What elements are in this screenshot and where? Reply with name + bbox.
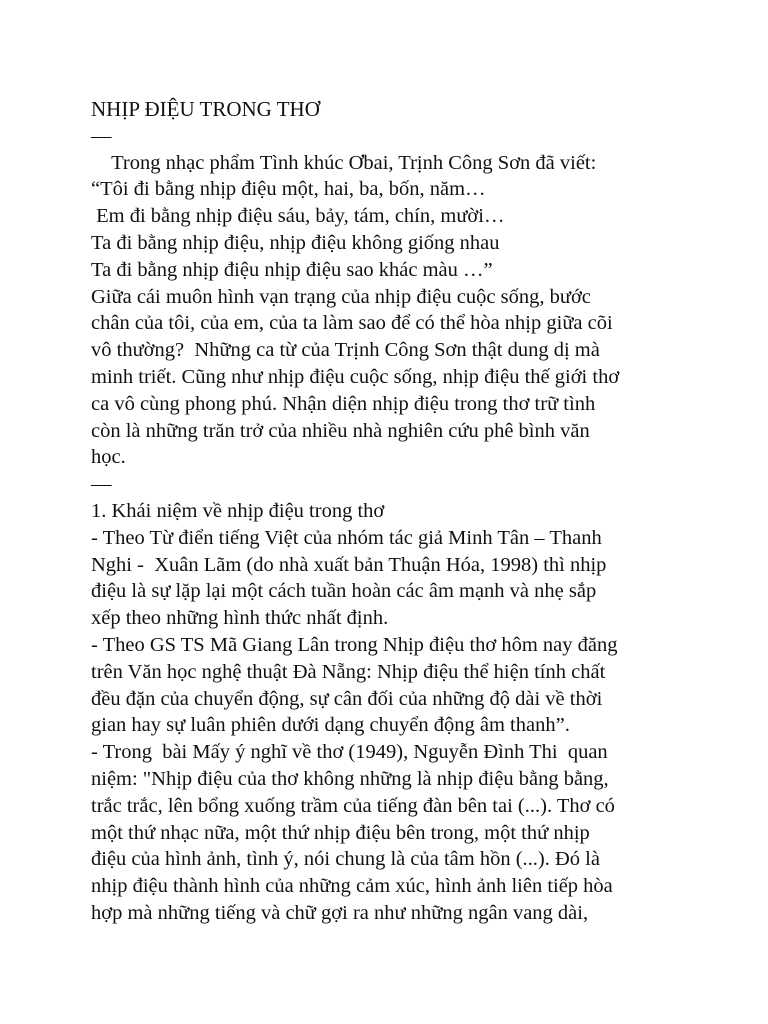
document-title: NHỊP ĐIỆU TRONG THƠ: [91, 97, 320, 121]
text-line-12: còn là những trăn trở của nhiều nhà nghiên cứu phê bình văn: [91, 419, 590, 442]
text-line-2: Trong nhạc phẩm Tình khúc Ơbai, Trịnh Công Sơn đã viết:: [91, 151, 597, 174]
section-heading: 1. Khái niệm về nhịp điệu trong thơ: [91, 499, 385, 522]
text-line-26: trắc trắc, lên bổng xuống trầm của tiếng đàn bên tai (...). Thơ có: [91, 794, 615, 817]
text-line-13: học.: [91, 446, 126, 469]
text-line-8: chân của tôi, của em, của ta làm sao để có thể hòa nhịp giữa cõi: [91, 312, 613, 335]
text-line-25: niệm: "Nhịp điệu của thơ không những là nhịp điệu bằng bằng,: [91, 767, 609, 790]
text-line-30: hợp mà những tiếng và chữ gợi ra như những ngân vang dài,: [91, 901, 589, 924]
text-line-28: điệu của hình ảnh, tình ý, nói chung là của tâm hồn (...). Đó là: [91, 848, 600, 871]
text-line-17: Nghi - Xuân Lãm (do nhà xuất bản Thuận Hóa, 1998) thì nhịp: [91, 553, 607, 576]
text-line-14: —: [91, 473, 112, 496]
document-page: [91, 96, 691, 927]
text-line-24: - Trong bài Mấy ý nghĩ về thơ (1949), Nguyễn Đình Thi quan: [91, 741, 608, 764]
text-line-19: xếp theo những hình thức nhất định.: [91, 607, 389, 630]
text-line-27: một thứ nhạc nữa, một thứ nhịp điệu bên trong, một thứ nhịp: [91, 821, 590, 844]
text-line-11: ca vô cùng phong phú. Nhận diện nhịp điệu trong thơ trữ tình: [91, 392, 596, 415]
text-line-6: Ta đi bằng nhịp điệu nhịp điệu sao khác màu …”: [91, 258, 493, 281]
text-line-20: - Theo GS TS Mã Giang Lân trong Nhịp điệu thơ hôm nay đăng: [91, 633, 618, 656]
text-line-7: Giữa cái muôn hình vạn trạng của nhịp điệu cuộc sống, bước: [91, 285, 591, 308]
text-line-9: vô thường? Những ca từ của Trịnh Công Sơn thật dung dị mà: [91, 339, 600, 362]
text-line-5: Ta đi bằng nhịp điệu, nhịp điệu không giống nhau: [91, 231, 500, 254]
text-line-1: —: [91, 124, 112, 147]
text-line-16: - Theo Từ điển tiếng Việt của nhóm tác giả Minh Tân – Thanh: [91, 526, 602, 549]
text-line-10: minh triết. Cũng như nhịp điệu cuộc sống, nhịp điệu thế giới thơ: [91, 365, 620, 388]
text-line-23: gian hay sự luân phiên dưới dạng chuyển động âm thanh”.: [91, 714, 570, 737]
text-line-18: điệu là sự lặp lại một cách tuần hoàn các âm mạnh và nhẹ sắp: [91, 580, 597, 603]
text-line-3: “Tôi đi bằng nhịp điệu một, hai, ba, bốn, năm…: [91, 178, 486, 201]
text-line-21: trên Văn học nghệ thuật Đà Nẵng: Nhịp điệu thể hiện tính chất: [91, 660, 606, 683]
text-line-4: Em đi bằng nhịp điệu sáu, bảy, tám, chín, mười…: [91, 205, 505, 228]
text-line-22: đều đặn của chuyển động, sự cân đối của những độ dài về thời: [91, 687, 603, 710]
text-line-29: nhịp điệu thành hình của những cảm xúc, hình ảnh liên tiếp hòa: [91, 875, 613, 898]
